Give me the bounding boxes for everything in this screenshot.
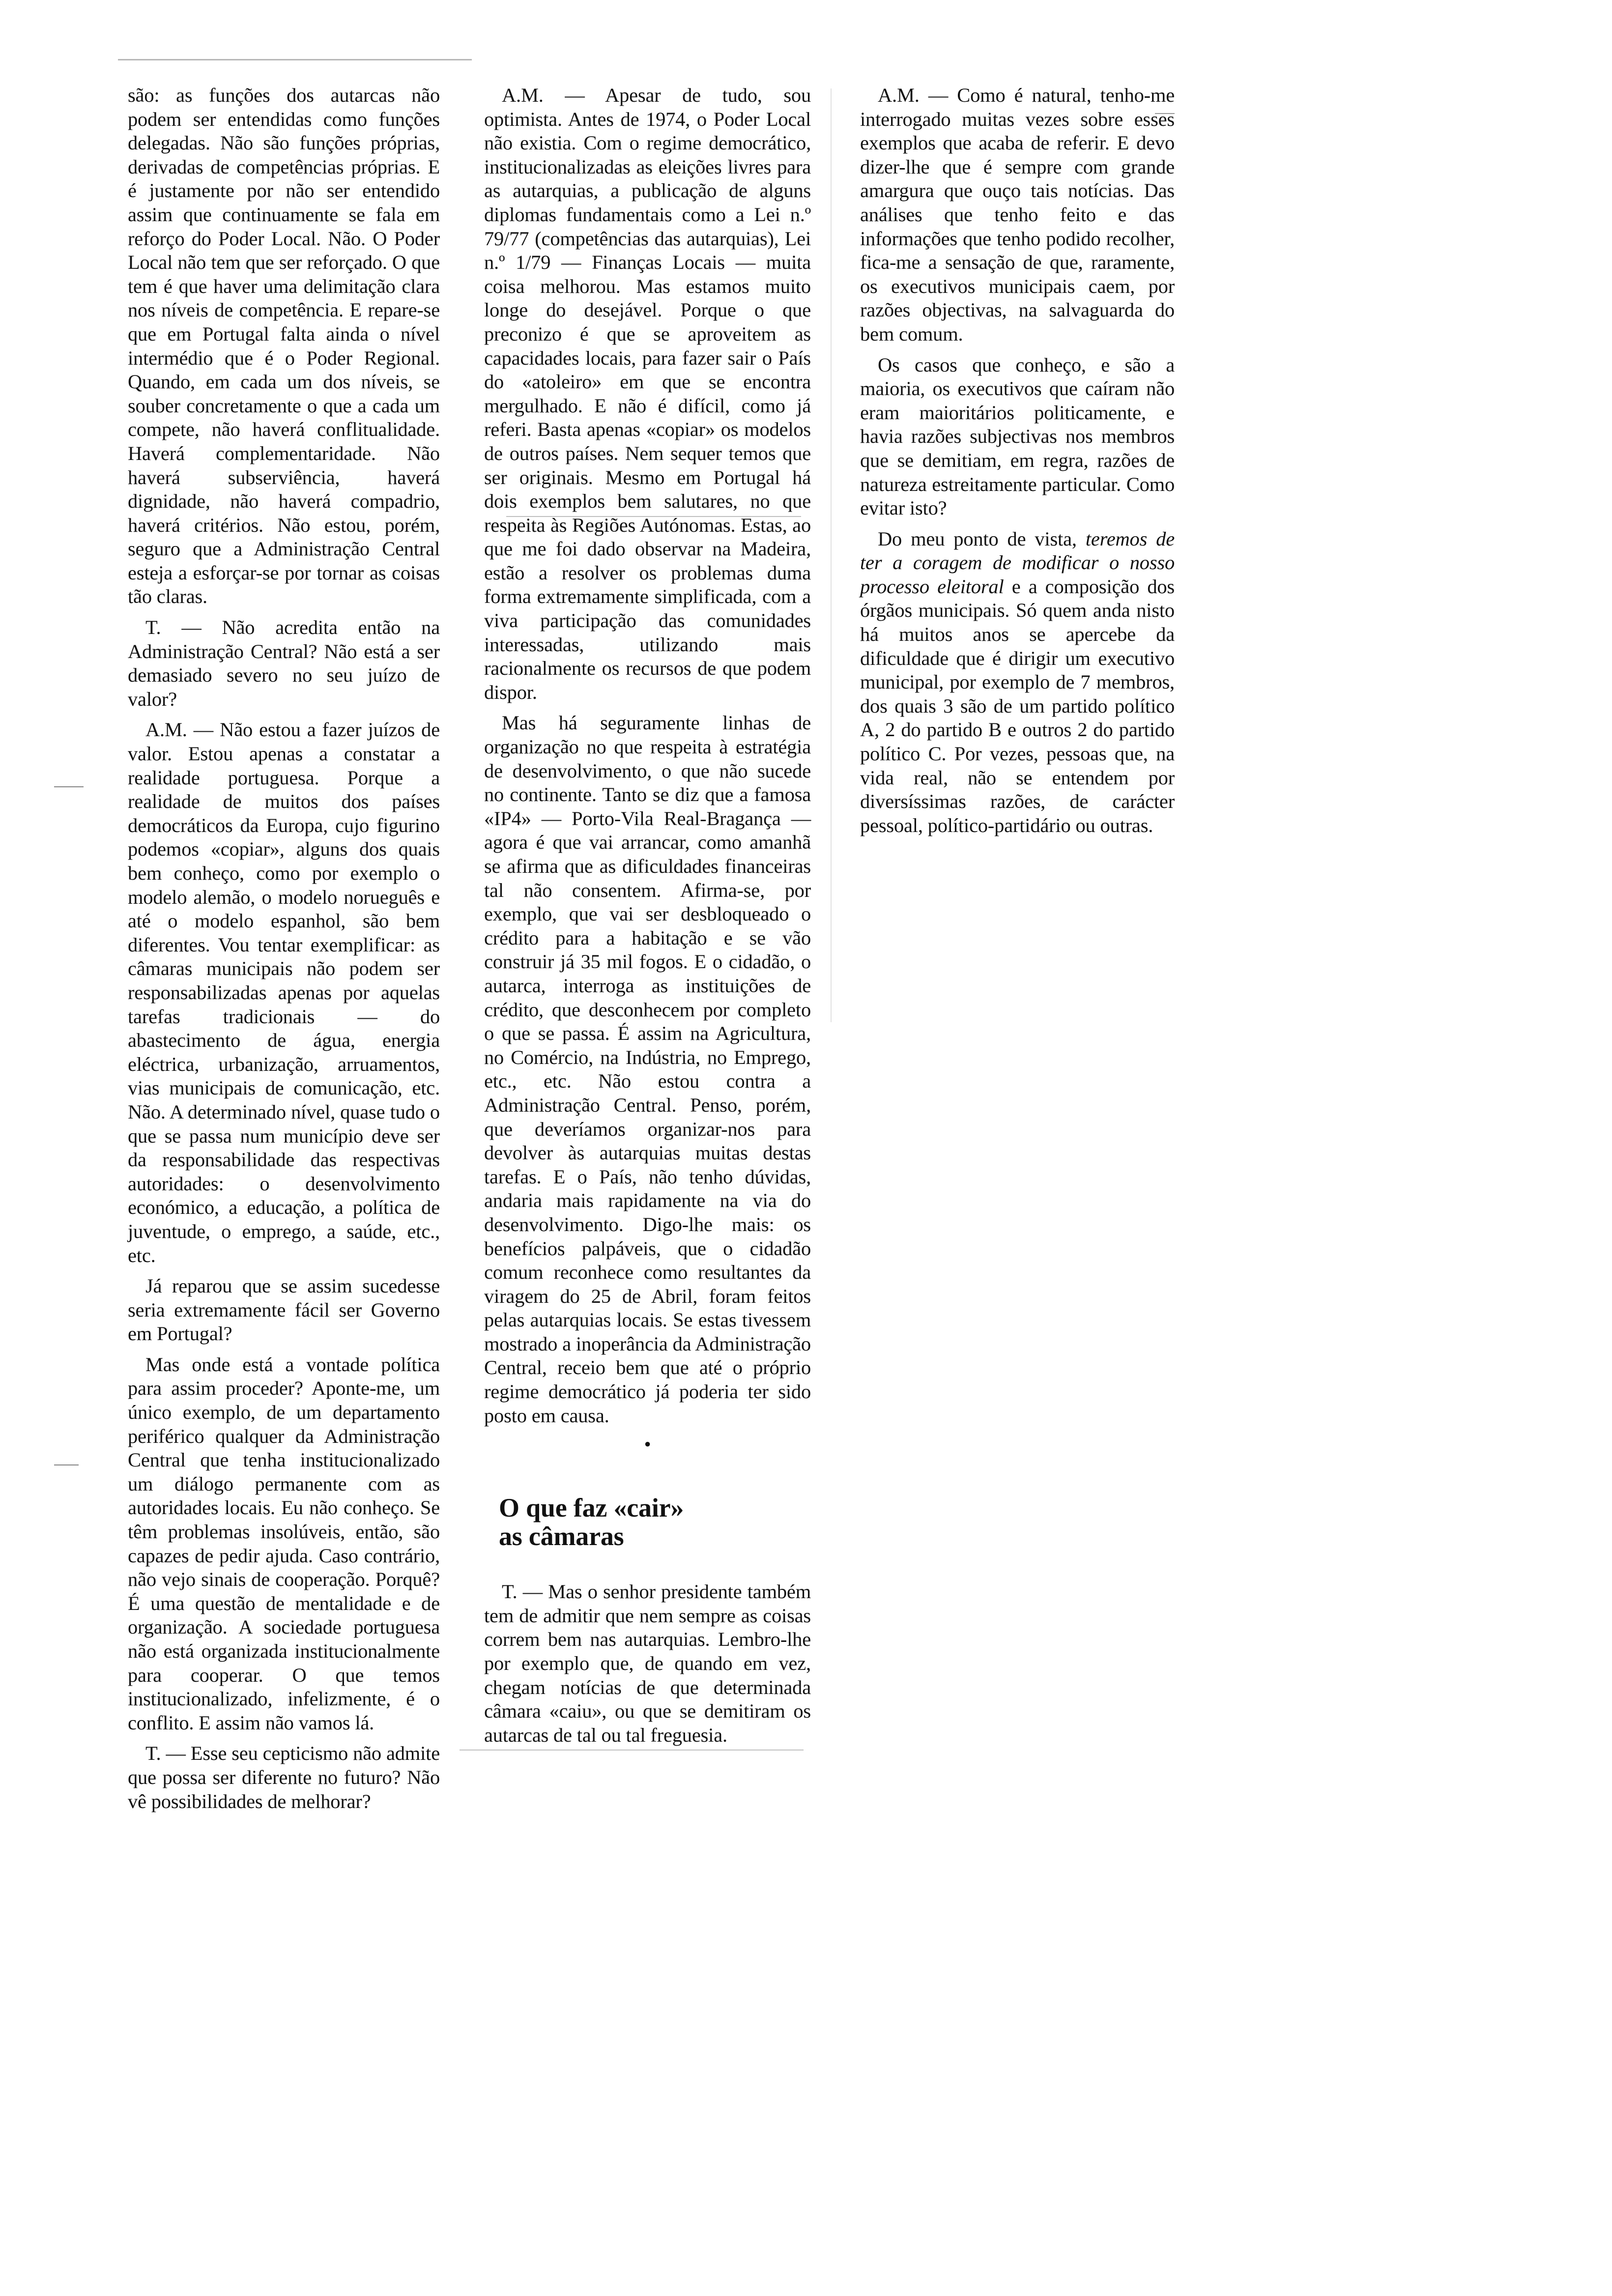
paragraph: Mas há seguramente linhas de organização no que respeita à estratégia de desenvolvimento, o que não sucede no continente. Tanto se diz que a famosa «IP4» — Porto-Vila Real-Bragança — agora é que vai arrancar, como amanhã se afirma que as dificuldades financeiras tal não consentem. Afirma-se, por exemplo, que vai ser desbloqueado o crédito para a habitação e se vão construir já 35 mil fogos. E o cidadão, o autarca, interroga as instituições de crédito, que desconhecem por completo o que se passa. É assim na Agricultura, no Comércio, na Indústria, no Emprego, etc., etc. Não estou contra a Administração Central. Penso, porém, que deveríamos organizar-nos para devolver às autarquias muitas destas tarefas. E o País, não tenho dúvidas, andaria mais rapidamente na via do desenvolvimento. Digo-lhe mais: os benefícios palpáveis, que o cidadão comum reconhece como resultantes da viragem do 25 de Abril, foram feitos pelas autarquias locais. Se estas tivessem mostrado a inoperância da Administração Central, receio bem que até o próprio regime democrático já poderia ter sido posto em causa. — [484, 712, 811, 1427]
paragraph: Já reparou que se assim sucedesse seria extremamente fácil ser Governo em Portugal? — [128, 1275, 440, 1345]
emphasized-text: teremos de ter a coragem de modificar o nosso processo eleitoral — [860, 527, 1175, 598]
paragraph: Mas onde está a vontade política para assim proceder? Aponte-me, um único exemplo, de um departamento periférico qualquer da Administração Central que tenha institucionalizado um diálogo permanente com as autoridades locais. Eu não conheço. Se têm problemas insolúveis, então, são capazes de pedir ajuda. Caso contrário, não vejo sinais de cooperação. Porquê? É uma questão de mentalidade e de organização. A sociedade portuguesa não está organizada institucionalmente para cooperar. O que temos institucionalizado, infelizmente, é o conflito. E assim não vamos lá. — [128, 1353, 440, 1734]
paragraph-text: Do meu ponto de vista, — [878, 527, 1077, 550]
section-heading-line: O que faz «cair» — [499, 1493, 684, 1523]
separator-bullet: • — [644, 1433, 651, 1456]
article-column-3 — [860, 84, 1175, 844]
scan-mark — [118, 59, 472, 60]
paragraph: T. — Não acredita então na Administração Central? Não está a ser demasiado severo no seu juízo de valor? — [128, 616, 440, 710]
paragraph: T. — Esse seu cepticismo não admite que possa ser diferente no futuro? Não vê possibilidades de melhorar? — [128, 1742, 440, 1812]
article-column-2 — [484, 84, 811, 1754]
paragraph: são: as funções dos autarcas não podem ser entendidas como funções delegadas. Não são funções próprias, derivadas de competências próprias. E é justamente por não ser entendido assim que continuamente se fala em reforço do Poder Local. Não. O Poder Local não tem que ser reforçado. O que tem é que haver uma delimitação clara nos níveis de competência. E repare-se que em Portugal falta ainda o nível intermédio que é o Poder Regional. Quando, em cada um dos níveis, se souber concretamente o que a cada um compete, não haverá conflitualidade. Haverá complementaridade. Não haverá subserviência, haverá dignidade, não haverá compadrio, haverá critérios. Não estou, porém, seguro que a Administração Central esteja a esforçar-se por tornar as coisas tão claras. — [128, 84, 440, 608]
paragraph-text: e a composição dos órgãos municipais. Só quem anda nisto há muitos anos se apercebe da dificuldade que é dirigir um executivo municipal, por exemplo de 7 membros, dos quais 3 são de um partido político A, 2 do partido B e outros 2 do partido político C. Por vezes, pessoas que, na vida real, não se entendem por diversíssimas razões, de carácter pessoal, político-partidário ou outras. — [860, 575, 1175, 836]
paragraph: T. — Mas o senhor presidente também tem de admitir que nem sempre as coisas correm bem nas autarquias. Lembro-lhe por exemplo que, de quando em vez, chegam notícias de que determinada câmara «caiu», ou que se demitiram os autarcas de tal ou tal freguesia. — [484, 1580, 811, 1746]
section-heading-line: as câmaras — [499, 1521, 624, 1551]
scan-mark — [54, 786, 84, 787]
scan-mark — [54, 1464, 79, 1465]
paragraph: A.M. — Apesar de tudo, sou optimista. Antes de 1974, o Poder Local não existia. Com o regime democrático, institucionalizadas as eleições livres para as autarquias, a publicação de alguns diplomas fundamentais como a Lei n.º 79/77 (competências das autarquias), Lei n.º 1/79 — Finanças Locais — muita coisa melhorou. Mas estamos muito longe do desejável. Porque o que preconizo é que se aproveitem as capacidades locais, para fazer sair o País do «atoleiro» em que se encontra mergulhado. E não é difícil, como já referi. Basta apenas «copiar» os modelos de outros países. Nem sequer temos que ser originais. Mesmo em Portugal há dois exemplos bem salutares, no que respeita às Regiões Autónomas. Estas, ao que me foi dado observar na Madeira, estão a resolver os problemas duma forma extremamente simplificada, com a viva participação das comunidades interessadas, utilizando mais racionalmente os recursos de que podem dispor. — [484, 84, 811, 703]
paragraph: A.M. — Como é natural, tenho-me interrogado muitas vezes sobre esses exemplos que acaba de referir. E devo dizer-lhe que é sempre com grande amargura que ouço tais notícias. Das análises que tenho feito e das informações que tenho podido recolher, fica-me a sensação de que, raramente, os executivos municipais caem, por razões objectivas, na salvaguarda do bem comum. — [860, 84, 1175, 345]
paragraph: A.M. — Não estou a fazer juízos de valor. Estou apenas a constatar a realidade portuguesa. Porque a realidade de muitos dos países democráticos da Europa, cujo figurino podemos «copiar», alguns dos quais bem conheço, como por exemplo o modelo alemão, o modelo norueguês e até o modelo espanhol, são bem diferentes. Vou tentar exemplificar: as câmaras municipais não podem ser responsabilizadas apenas por aquelas tarefas tradicionais — do abastecimento de água, energia eléctrica, urbanização, arruamentos, vias municipais de comunicação, etc. Não. A determinado nível, quase tudo o que se passa num município deve ser da responsabilidade das respectivas autoridades: o desenvolvimento económico, a educação, a política de juventude, o emprego, a saúde, etc., etc. — [128, 718, 440, 1266]
section-heading — [499, 1493, 811, 1550]
paragraph — [860, 527, 1175, 838]
scan-mark — [831, 88, 832, 1022]
paragraph: Os casos que conheço, e são a maioria, os executivos que caíram não eram maioritários politicamente, e havia razões subjectivas nos membros que se demitiam, em regra, razões de natureza estreitamente particular. Como evitar isto? — [860, 353, 1175, 519]
article-column-1 — [128, 84, 440, 1820]
